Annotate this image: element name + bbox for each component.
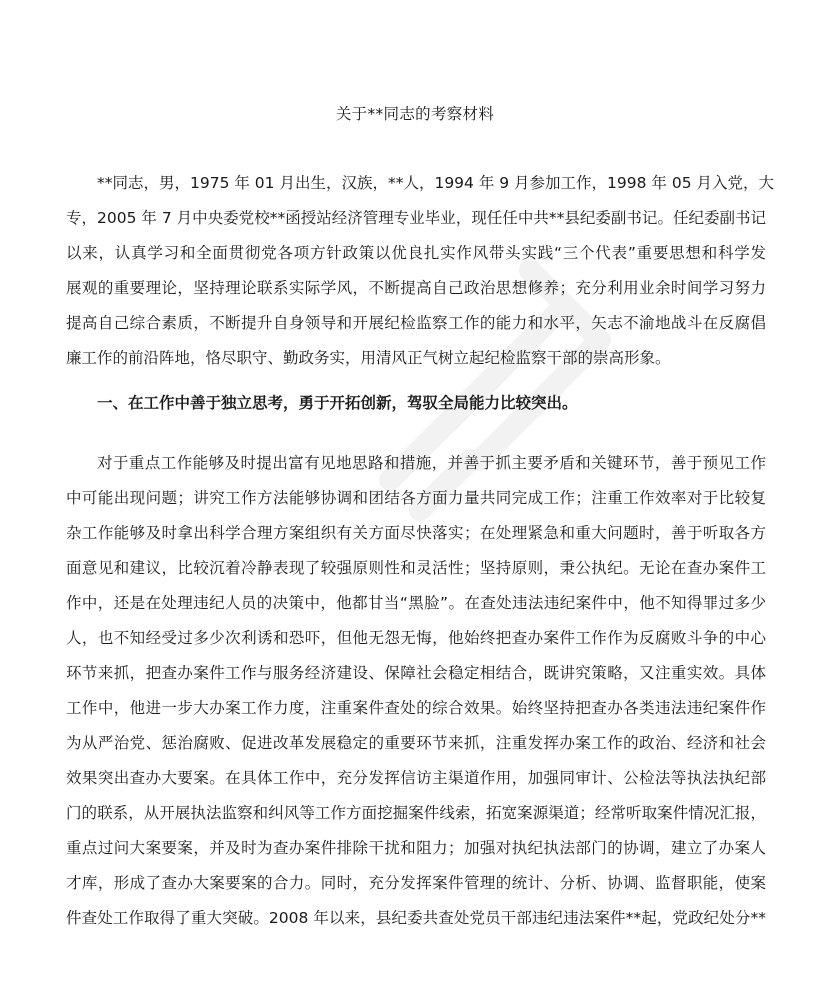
body-line: 件查处工作取得了重大突破。2008 年以来，县纪委共查处党员干部违纪违法案件**起，党政纪处分** bbox=[66, 909, 766, 927]
intro-line: 提高自己综合素质，不断提升自身领导和开展纪检监察工作的能力和水平，矢志不渝地战斗在反腐倡 bbox=[66, 314, 766, 332]
document-title: 关于**同志的考察材料 bbox=[335, 105, 495, 123]
body-line: 门的联系，从开展执法监察和纠风等工作方面挖掘案件线索，拓宽案源渠道；经常听取案件情况汇报， bbox=[66, 804, 766, 822]
body-line: 面意见和建议，比较沉着冷静表现了较强原则性和灵活性；坚持原则，秉公执纪。无论在查办案件工 bbox=[66, 559, 766, 577]
body-line: 人，也不知经受过多少次利诱和恐吓，但他无怨无悔，他始终把查办案件工作作为反腐败斗争的中心 bbox=[66, 629, 766, 647]
intro-line: 展观的重要理论，坚持理论联系实际学风，不断提高自己政治思想修养；充分利用业余时间学习努力 bbox=[66, 279, 766, 297]
body-line: 杂工作能够及时拿出科学合理方案组织有关方面尽快落实；在处理紧急和重大问题时，善于听取各方 bbox=[66, 524, 766, 542]
body-line: 中可能出现问题；讲究工作方法能够协调和团结各方面力量共同完成工作；注重工作效率对于比较复 bbox=[66, 489, 766, 507]
body-line: 为从严治党、惩治腐败、促进改革发展稳定的重要环节来抓，注重发挥办案工作的政治、经济和社会 bbox=[66, 734, 766, 752]
body-line: 工作中，他进一步大办案工作力度，注重案件查处的综合效果。始终坚持把查办各类违法违纪案件作 bbox=[66, 699, 766, 717]
intro-line: 专，2005 年 7 月中央委党校**函授站经济管理专业毕业，现任任中共**县纪委副书记。任纪委副书记 bbox=[66, 209, 766, 227]
body-line: 重点过问大案要案，并及时为查办案件排除干扰和阻力；加强对执纪执法部门的协调，建立了办案人 bbox=[66, 839, 766, 857]
body-line: 才库，形成了查办大案要案的合力。同时，充分发挥案件管理的统计、分析、协调、监督职能，使案 bbox=[66, 874, 766, 892]
section-heading: 一、在工作中善于独立思考，勇于开拓创新，驾驭全局能力比较突出。 bbox=[97, 394, 578, 412]
body-line: 对于重点工作能够及时提出富有见地思路和措施，并善于抓主要矛盾和关键环节，善于预见工作 bbox=[97, 454, 766, 472]
body-line: 效果突出查办大要案。在具体工作中，充分发挥信访主渠道作用，加强同审计、公检法等执法执纪部 bbox=[66, 769, 766, 787]
intro-line: **同志，男，1975 年 01 月出生，汉族，**人，1994 年 9 月参加工作，1998 年 05 月入党，大 bbox=[97, 174, 774, 192]
body-line: 环节来抓，把查办案件工作与服务经济建设、保障社会稳定相结合，既讲究策略，又注重实效。具体 bbox=[66, 664, 766, 682]
intro-line: 廉工作的前沿阵地，恪尽职守、勤政务实，用清风正气树立起纪检监察干部的崇高形象。 bbox=[66, 349, 671, 367]
intro-line: 以来，认真学习和全面贯彻党各项方针政策以优良扎实作风带头实践“三个代表”重要思想和科学发 bbox=[66, 244, 766, 262]
body-line: 作中，还是在处理违纪人员的决策中，他都甘当“黑脸”。在查处违法违纪案件中，他不知得罪过多少 bbox=[66, 594, 766, 612]
